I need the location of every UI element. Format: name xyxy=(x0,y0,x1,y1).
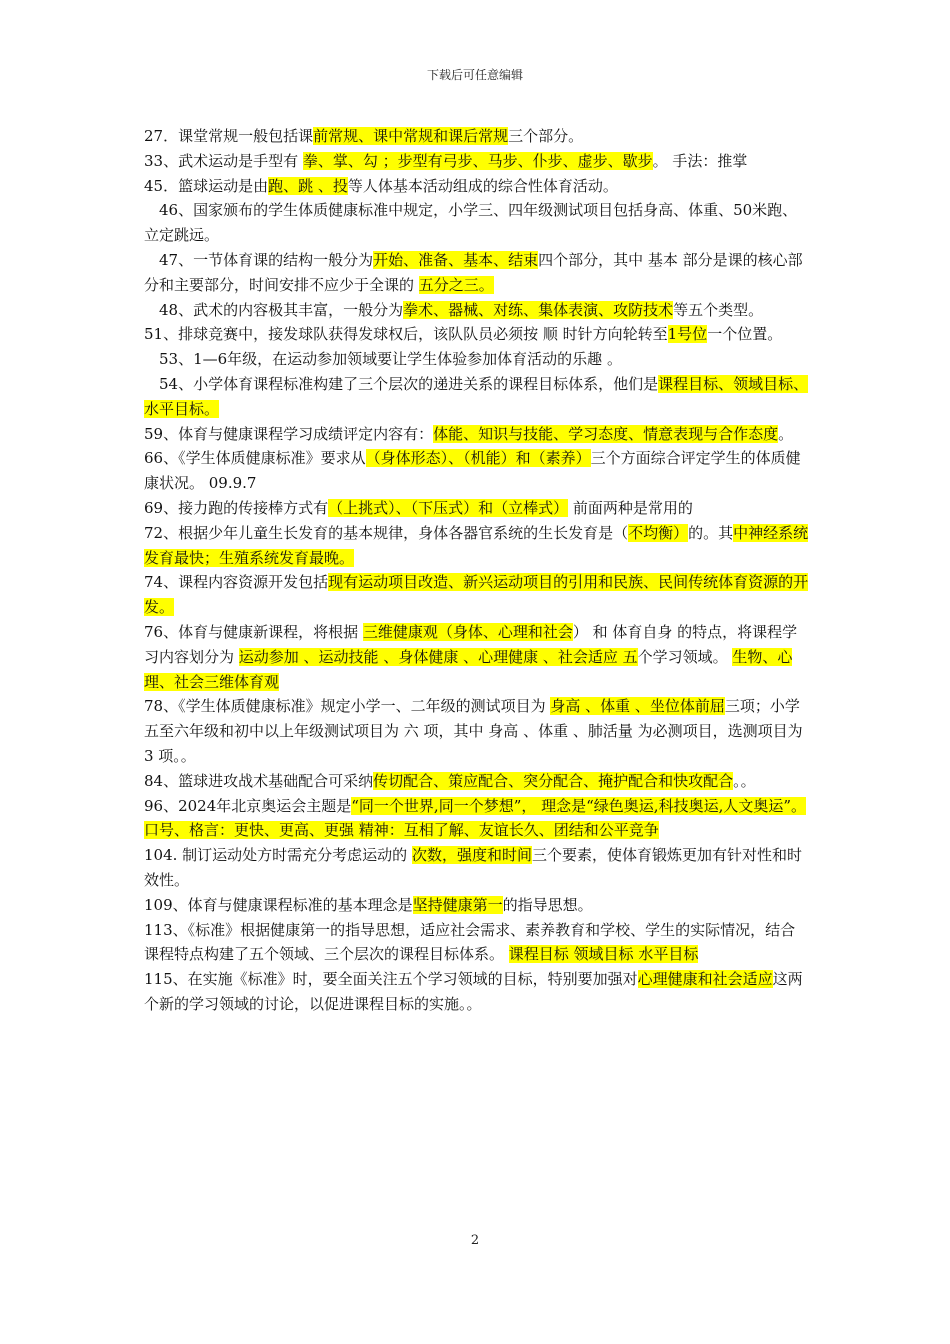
question-paragraph xyxy=(144,818,810,843)
question-paragraph xyxy=(144,347,810,372)
question-text: 27．课堂常规一般包括课 xyxy=(144,127,314,145)
question-text: ） 和 体育自身 的特点，将课程学习内容划分为 xyxy=(144,622,798,666)
question-paragraph xyxy=(144,521,810,571)
highlighted-answer: 坚持健康第一 xyxy=(412,895,503,914)
highlighted-answer: 生物、心理、社会三维体育观 xyxy=(144,647,793,691)
highlighted-answer: 现有运动项目改造、新兴运动项目的引用和民族、民间传统体育资源的开发。 xyxy=(144,573,809,617)
highlighted-answer: 三维健康观（身体、心理和社会 xyxy=(362,622,573,641)
question-text: 113、《标准》根据健康第一的指导思想，适应社会需求、素养教育和学校、学生的实际情况，结合课程特点构建了五个领域、三个层次的课程目标体系。 xyxy=(144,920,796,964)
highlighted-answer: 中神经系统发育最快；生殖系统发育最晚。 xyxy=(144,523,809,567)
highlighted-answer: 身高 、体重 、坐位体前屈 xyxy=(550,697,725,716)
highlighted-answer: 心理健康和社会适应 xyxy=(637,970,773,989)
question-text: 48、武术的内容极其丰富，一般分为 xyxy=(159,300,404,319)
question-paragraph xyxy=(144,967,810,1017)
question-text: 的指导思想。 xyxy=(502,895,593,914)
question-text: 104. 制订运动处方时需充分考虑运动的 xyxy=(144,846,412,865)
highlighted-answer: 1号位 xyxy=(667,325,708,344)
question-text: 46、国家颁布的学生体质健康标准中规定，小学三、四年级测试项目包括身高、体重、50米跑、 立定跳远。 xyxy=(144,201,798,245)
question-paragraph xyxy=(144,570,810,620)
question-text: 84、篮球进攻战术基础配合可采纳 xyxy=(144,771,374,790)
highlighted-answer: 不均衡） xyxy=(628,523,689,542)
highlighted-answer: 次数，强度和时间 xyxy=(411,846,532,865)
question-paragraph xyxy=(144,794,810,819)
question-text: 66、《学生体质健康标准》要求从 xyxy=(144,449,366,468)
highlighted-answer: 口号、格言：更快、更高、更强 精神：互相了解、友谊长久、团结和公平竞争 xyxy=(144,821,659,840)
highlighted-answer: （身体形态）、（机能）和（素养） xyxy=(365,449,591,468)
highlighted-answer: 开始、准备、基本、结束 xyxy=(373,250,539,269)
question-paragraph xyxy=(144,372,810,422)
question-text: 33、武术运动是手型有 xyxy=(144,151,303,170)
question-text: 54、小学体育课程标准构建了三个层次的递进关系的课程目标体系，他们是 xyxy=(159,374,659,393)
highlighted-answer: “同一个世界,同一个梦想”， 理念是“绿色奥运,科技奥运,人文奥运”。 xyxy=(351,796,807,815)
question-paragraph xyxy=(144,843,810,893)
highlighted-answer: （上挑式）、（下压式）和（立棒式） xyxy=(328,498,569,517)
question-paragraph xyxy=(144,694,810,768)
question-paragraph xyxy=(144,149,810,174)
question-text: 78、《学生体质健康标准》规定小学一、二年级的测试项目为 xyxy=(144,697,551,716)
question-text: 76、体育与健康新课程，将根据 xyxy=(144,622,363,641)
question-text: 三个方面综合评定学生的体质健康状况。 09.9.7 xyxy=(144,449,801,493)
document-body xyxy=(144,124,810,1017)
question-paragraph xyxy=(144,496,810,521)
question-paragraph xyxy=(144,893,810,918)
question-text: 69、接力跑的传接棒方式有 xyxy=(144,498,329,517)
question-paragraph xyxy=(144,248,810,298)
highlighted-answer: 课程目标 领域目标 水平目标 xyxy=(508,945,699,964)
highlighted-answer: 传切配合、策应配合、突分配合、掩护配合和快攻配合 xyxy=(373,771,734,790)
question-paragraph xyxy=(144,322,810,347)
question-text: 59、体育与健康课程学习成绩评定内容有： xyxy=(144,424,434,443)
question-text: 53、1—6年级，在运动参加领域要让学生体验参加体育活动的乐趣 。 xyxy=(159,350,622,369)
highlighted-answer: 前常规、课中常规和课后常规 xyxy=(313,127,509,145)
question-paragraph xyxy=(144,174,810,199)
question-paragraph xyxy=(144,918,810,968)
question-paragraph xyxy=(144,298,810,323)
highlighted-answer: 运动参加 、运动技能 、身体健康 、心理健康 、社会适应 五 xyxy=(238,647,638,666)
question-paragraph xyxy=(144,769,810,794)
highlighted-answer: 课程目标、领域目标、水平目标。 xyxy=(144,374,809,418)
question-text: 47、一节体育课的结构一般分为 xyxy=(159,250,374,269)
question-text: 45．篮球运动是由 xyxy=(144,176,269,195)
highlighted-answer: 跑、跳 、投 xyxy=(268,176,348,195)
question-text: 等人体基本活动组成的综合性体育活动。 xyxy=(347,176,618,195)
question-paragraph xyxy=(144,198,810,248)
question-paragraph xyxy=(144,124,810,149)
question-text: 。。 xyxy=(733,771,756,790)
question-text: 109、体育与健康课程标准的基本理念是 xyxy=(144,895,413,914)
question-text: 74、课程内容资源开发包括 xyxy=(144,573,329,592)
question-text: 。 xyxy=(778,424,794,443)
question-text: 四个部分，其中 基本 部分是课的核心部分和主要部分，时间安排不应少于全课的 xyxy=(144,250,803,294)
question-text: 三个部分。 xyxy=(508,127,584,145)
question-text: 。 手法：推掌 xyxy=(652,151,748,170)
question-text: 三项；小学五至六年级和初中以上年级测试项目为 六 项，其中 身高 、体重 、肺活量 为必测项目，选测项目为 3 项。。 xyxy=(144,697,803,765)
page-number: 2 xyxy=(470,1233,480,1248)
question-text: 的。其 xyxy=(688,523,734,542)
question-text: 三个要素，使体育锻炼更加有针对性和时效性。 xyxy=(144,846,802,889)
question-text: 前面两种是常用的 xyxy=(568,498,693,517)
question-paragraph xyxy=(144,422,810,447)
highlighted-answer: 体能、知识与技能、学习态度、情意表现与合作态度 xyxy=(433,424,779,443)
highlighted-answer: 五分之三。 xyxy=(418,275,494,294)
question-text: 72、根据少年儿童生长发育的基本规律，身体各器官系统的生长发育是（ xyxy=(144,523,629,542)
page-header: 下载后可任意编辑 xyxy=(426,68,523,82)
question-text: 这两个新的学习领域的讨论，以促进课程目标的实施。。 xyxy=(144,970,803,1013)
highlighted-answer: 拳、掌、勾 ；步型有弓步、马步、仆步、虚步、歇步 xyxy=(302,151,653,170)
question-paragraph xyxy=(144,620,810,694)
question-text: 51、排球竞赛中，接发球队获得发球权后，该队队员必须按 顺 时针方向轮转至 xyxy=(144,325,668,344)
question-text: 个学习领域。 xyxy=(637,647,733,666)
question-text: 96、2024年北京奥运会主题是 xyxy=(144,796,352,815)
highlighted-answer: 拳术、器械、对练、集体表演、攻防技术 xyxy=(403,300,674,319)
question-text: 115、在实施《标准》时，要全面关注五个学习领域的目标，特别要加强对 xyxy=(144,970,638,989)
question-text: 等五个类型。 xyxy=(673,300,764,319)
question-paragraph xyxy=(144,446,810,496)
question-text: 一个位置。 xyxy=(707,325,783,344)
